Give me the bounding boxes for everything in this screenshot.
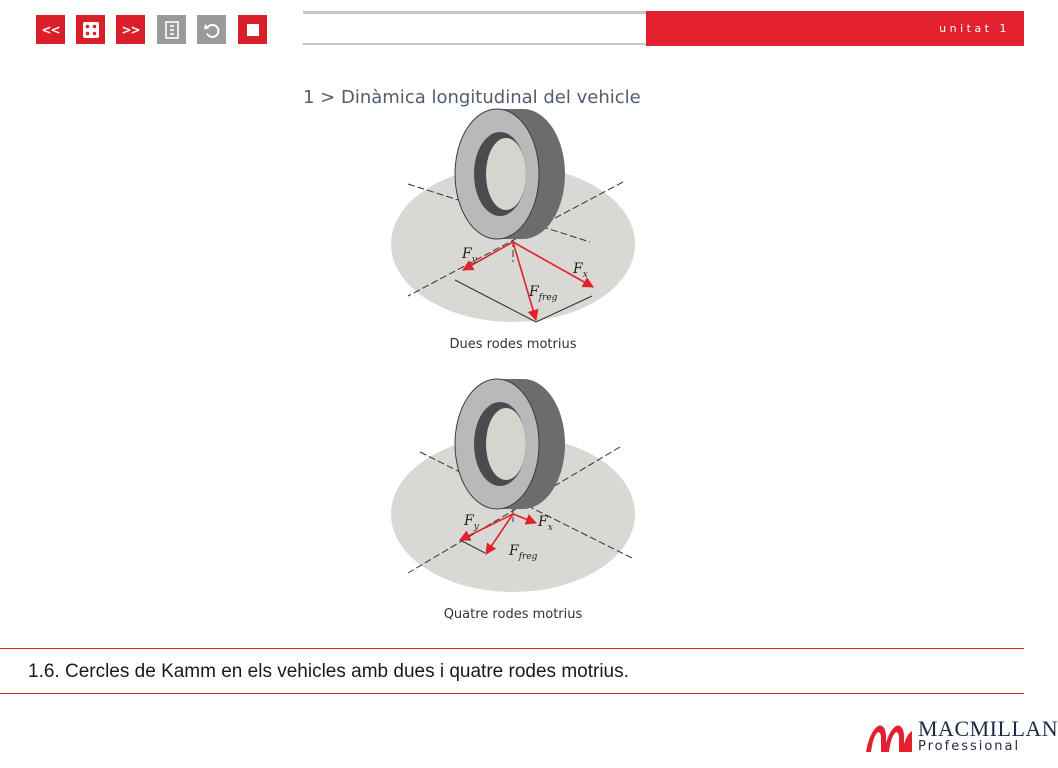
figure-caption: 1.6. Cercles de Kamm en els vehicles amb dues i quatre rodes motrius. [28, 661, 629, 682]
stop-button[interactable] [238, 15, 267, 44]
home-button[interactable] [76, 15, 105, 44]
home-icon [82, 21, 100, 39]
force-y-label: F [462, 246, 472, 262]
four-wheel-drive-diagram [391, 379, 635, 622]
return-button[interactable] [197, 15, 226, 44]
force-resultant-subscript: freg [538, 293, 558, 303]
force-x-subscript: x [547, 523, 553, 533]
kamm-circles-figure [360, 122, 660, 627]
force-resultant-label: F [509, 543, 519, 559]
prev-icon: << [41, 22, 60, 37]
stop-icon [246, 23, 260, 37]
force-y-subscript: y [471, 255, 477, 265]
force-x-label: F [538, 514, 548, 530]
publisher-subtitle: Professional [918, 739, 1021, 754]
macmillan-logo-icon [864, 716, 914, 756]
force-y-label: F [464, 513, 474, 529]
diagram-label-two-wheel: Dues rodes motrius [449, 337, 577, 352]
diagram-label-four-wheel: Quatre rodes motrius [443, 607, 583, 622]
force-x-subscript: x [582, 270, 588, 280]
header-line-top [303, 11, 647, 14]
index-button[interactable] [157, 15, 186, 44]
index-icon [164, 21, 180, 39]
unit-header-bar [646, 11, 1024, 46]
caption-divider-top [0, 648, 1024, 649]
next-icon: >> [121, 22, 140, 37]
force-x-label: F [573, 261, 583, 277]
wheel-icon [455, 109, 565, 239]
header-line-bottom [303, 43, 647, 45]
next-button[interactable] [116, 15, 145, 44]
force-y-subscript: y [473, 522, 479, 532]
force-resultant-label: F [529, 284, 539, 300]
return-icon [203, 21, 221, 39]
publisher-name: MACMILLAN [918, 716, 1058, 741]
force-resultant-subscript: freg [518, 552, 538, 562]
previous-button[interactable] [36, 15, 65, 44]
two-wheel-drive-diagram [391, 109, 635, 352]
wheel-icon [455, 379, 565, 509]
caption-divider-bottom [0, 693, 1024, 694]
unit-label: unitat 1 [939, 22, 1010, 35]
page-title: 1 > Dinàmica longitudinal del vehicle [303, 87, 641, 108]
